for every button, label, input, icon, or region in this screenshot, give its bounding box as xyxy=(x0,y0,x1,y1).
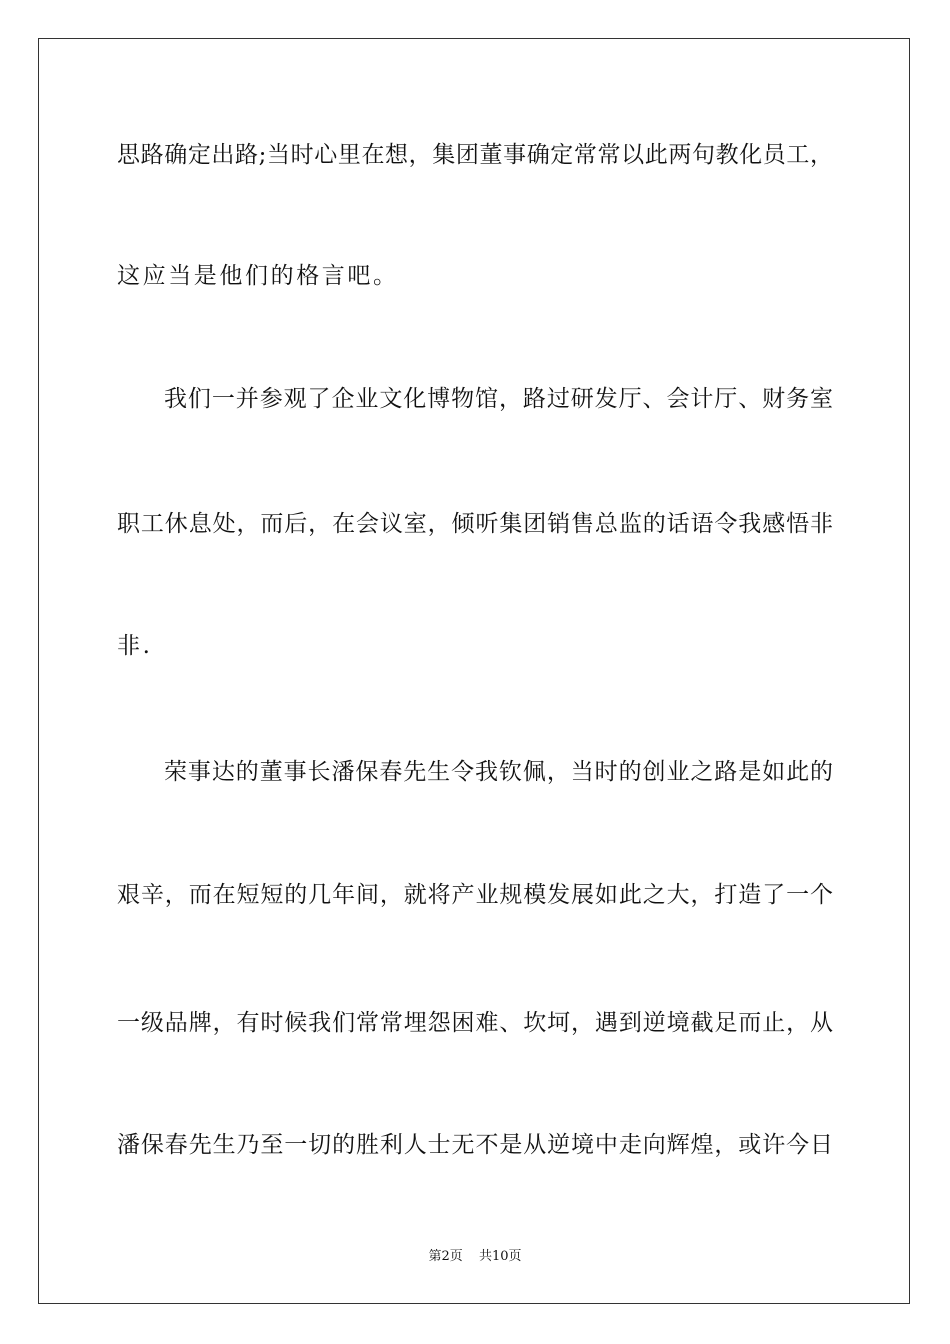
text-line-2: 这应当是他们的格言吧。 xyxy=(117,263,399,289)
page-frame xyxy=(38,38,910,1304)
text-line-7: 艰辛，而在短短的几年间，就将产业规模发展如此之大，打造了一个 xyxy=(117,882,833,908)
text-line-1: 思路确定出路;当时心里在想，集团董事确定常常以此两句教化员工， xyxy=(117,142,833,168)
page-number-current: 第2页 xyxy=(428,1249,463,1264)
text-line-8: 一级品牌，有时候我们常常埋怨困难、坎坷，遇到逆境截足而止，从 xyxy=(117,1010,833,1036)
text-line-5: 非. xyxy=(117,633,153,659)
page-number-total: 共10页 xyxy=(478,1249,522,1264)
page-footer xyxy=(0,1248,950,1266)
text-line-6: 荣事达的董事长潘保春先生令我钦佩，当时的创业之路是如此的 xyxy=(164,759,833,785)
text-line-3: 我们一并参观了企业文化博物馆，路过研发厅、会计厅、财务室 xyxy=(164,386,833,412)
text-line-4: 职工休息处，而后，在会议室，倾听集团销售总监的话语令我感悟非 xyxy=(117,511,833,537)
text-line-9: 潘保春先生乃至一切的胜利人士无不是从逆境中走向辉煌，或许今日 xyxy=(117,1132,833,1158)
